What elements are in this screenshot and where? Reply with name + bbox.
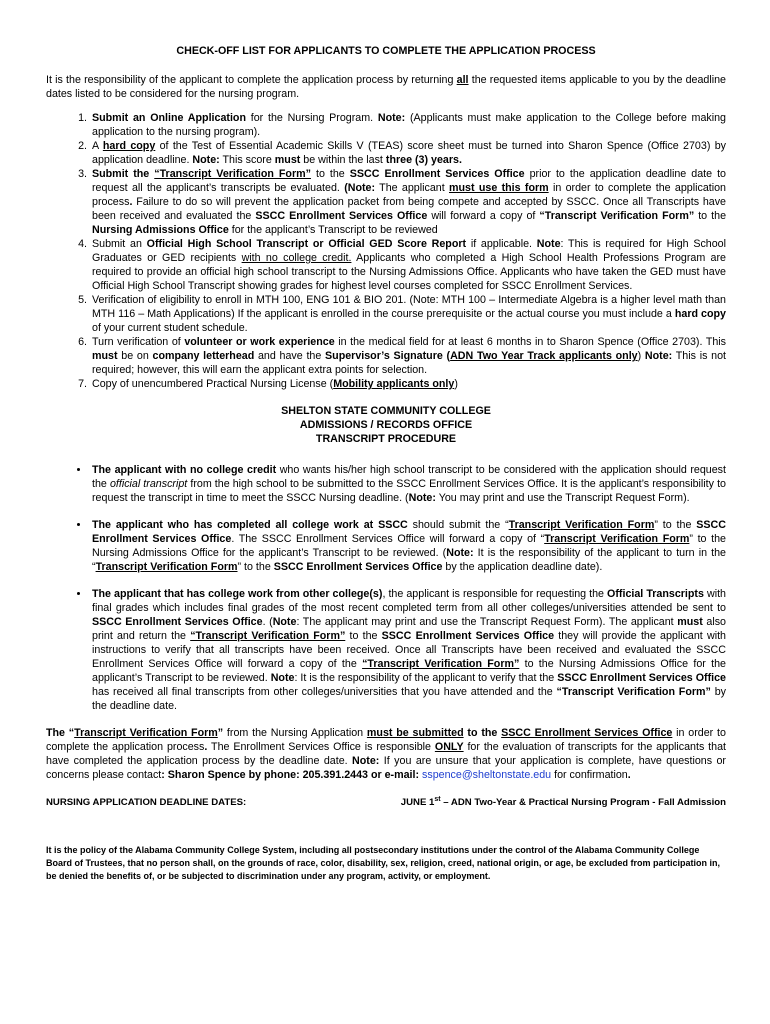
procedure-item-no-college-credit: • The applicant with no college credit who wants his/her high school transcript to be considered with the application should request the official transcript from the high school to be submitted to the SSCC Enrollment Services Office. It is the applicant’s responsibility to request the transcript in time to meet the SSCC Nursing deadline. (Note: You may print and use the Transcript Request Form). [90,463,726,505]
checklist-item-7: 7. Copy of unencumbered Practical Nursing License (Mobility applicants only) [90,377,726,391]
checklist [46,111,726,391]
deadline-date: JUNE 1st – ADN Two-Year & Practical Nursing Program - Fall Admission [400,795,726,808]
checklist-item-5: 5. Verification of eligibility to enroll in MTH 100, ENG 101 & BIO 201. (Note: MTH 100 – Intermediate Algebra is a higher level math than MTH 116 – Math Applications) If the applicant is enrolled in the course prerequisite or the actual course you must include a hard copy of your current student schedule. [90,293,726,335]
checklist-item-4: 4. Submit an Official High School Transcript or Official GED Score Report if applicable. Note: This is required for High School Graduates or GED recipients with no college credit. Applicants who completed a High School Health Professions Program are required to provide an official high school transcript to the Nursing Admissions Office. Applicants who have taken the GED must have Official High School Transcript showing grades for highest level courses completed for SSCC Enrollment Services. [90,237,726,293]
non-discrimination-policy: It is the policy of the Alabama Community College System, including all postsecondary institutions under the control of the Alabama Community College Board of Trustees, that no person shall, on the grounds of race, color, disability, sex, religion, creed, national origin, or age, be excluded from participation in, be denied the benefits of, or be subjected to discrimination under any program, activity, or employment. [46,845,720,881]
section-heading [46,404,726,446]
heading-office: ADMISSIONS / RECORDS OFFICE [299,419,473,431]
procedure-list [46,463,726,713]
heading-college: SHELTON STATE COMMUNITY COLLEGE [281,405,491,417]
checklist-item-3: 3. Submit the “Transcript Verification Form” to the SSCC Enrollment Services Office prior to the application deadline date to request all the applicant’s transcripts be evaluated. (Note: The applicant must use this form in order to complete the application process. Failure to do so will prevent the application packet from being compete and accepted by SSCC. Once all Transcripts have been received and evaluated the SSCC Enrollment Services Office will forward a copy of “Transcript Verification Form” to the Nursing Admissions Office for the applicant’s Transcript to be reviewed [90,167,726,237]
intro-paragraph: It is the responsibility of the applicant to complete the application process by returning all the requested items applicable to you by the deadline dates listed to be considered for the nursing program. [46,74,727,100]
procedure-item-sscc-work: • The applicant who has completed all college work at SSCC should submit the “Transcript Verification Form” to the SSCC Enrollment Services Office. The SSCC Enrollment Services Office will forward a copy of “Transcript Verification Form” to the Nursing Admissions Office for the applicant’s Transcript to be reviewed. (Note: It is the responsibility of the applicant to turn in the “Transcript Verification Form” to the SSCC Enrollment Services Office by the application deadline date). [90,518,726,574]
heading-procedure: TRANSCRIPT PROCEDURE [315,433,457,445]
checklist-item-2: 2. A hard copy of the Test of Essential Academic Skills V (TEAS) score sheet must be turned into Sharon Spence (Office 2703) by application deadline. Note: This score must be within the last three (3) years. [90,139,726,167]
page-title: CHECK-OFF LIST FOR APPLICANTS TO COMPLETE THE APPLICATION PROCESS [176,45,596,57]
deadline-label: NURSING APPLICATION DEADLINE DATES: [46,797,247,808]
checklist-item-6: 6. Turn verification of volunteer or work experience in the medical field for at least 6 months in to Sharon Spence (Office 2703). This must be on company letterhead and have the Supervisor’s Signature (ADN Two Year Track applicants only) Note: This is not required; however, this will earn the applicant extra points for selection. [90,335,726,377]
email-link[interactable]: sspence@sheltonstate.edu [422,769,552,781]
checklist-item-1: 1. Submit an Online Application for the Nursing Program. Note: (Applicants must make application to the College before making application to the nursing program). [90,111,726,139]
deadline-row [46,796,726,810]
document-page [46,44,726,892]
procedure-item-other-colleges: • The applicant that has college work from other college(s), the applicant is responsible for requesting the Official Transcripts with final grades which includes final grades of the most recent completed term from all other colleges/universities attended be sent to SSCC Enrollment Services Office. (Note: The applicant may print and use the Transcript Request Form). The applicant must also print and return the “Transcript Verification Form” to the SSCC Enrollment Services Office they will provide the applicant with instructions to verify that all transcripts have been received. Once all Transcripts have been received and evaluated the SSCC Enrollment Services Office will forward a copy of the “Transcript Verification Form” to the Nursing Admissions Office for the applicant’s Transcript to be reviewed. Note: It is the responsibility of the applicant to verify that the SSCC Enrollment Services Office has received all final transcripts from other colleges/universities that you have attended and the “Transcript Verification Form” by the deadline date. [90,587,726,713]
closing-paragraph: The “Transcript Verification Form” from the Nursing Application must be submitted to the SSCC Enrollment Services Office in order to complete the application process. The Enrollment Services Office is responsible ONLY for the evaluation of transcripts for the applicants that have completed the application process by the deadline date. Note: If you are unsure that your application is complete, have questions or concerns please contact: Sharon Spence by phone: 205.391.2443 or e-mail: sspence@sheltonstate.edu for confirmation. [46,727,727,781]
